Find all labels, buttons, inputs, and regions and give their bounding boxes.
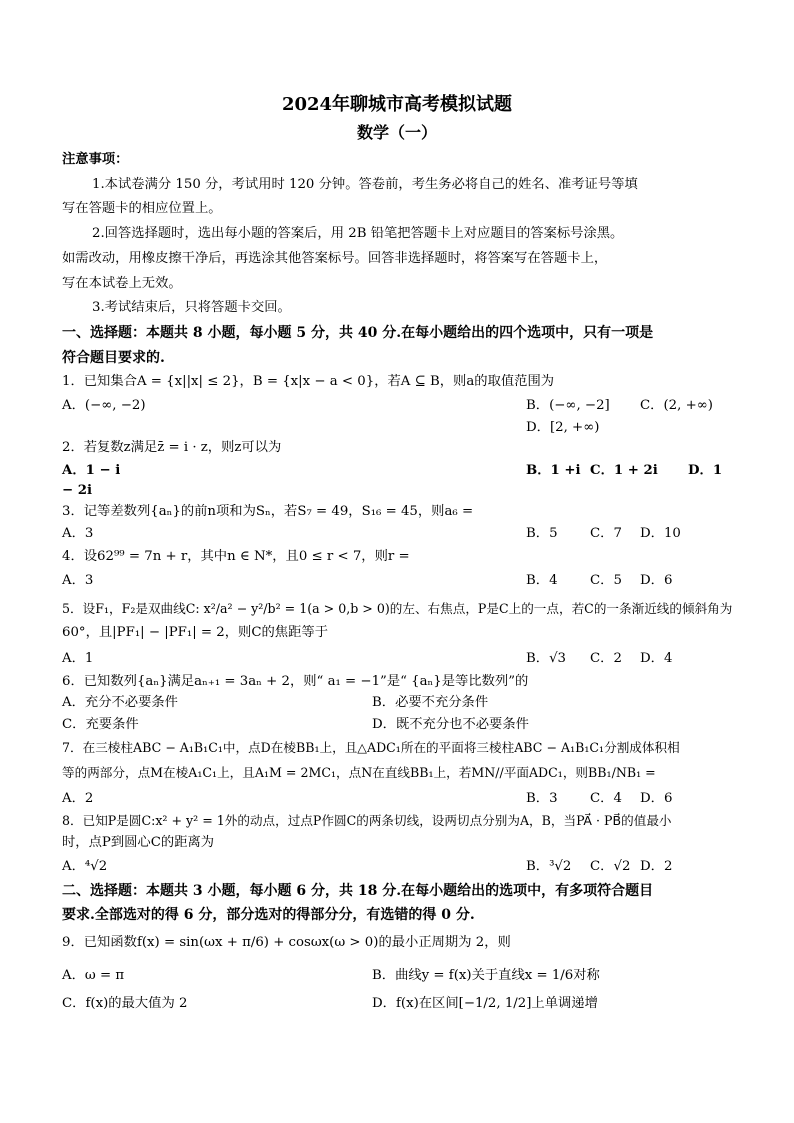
note-2-line-2: 如需改动，用橡皮擦干净后，再选涂其他答案标号。回答非选择题时，将答案写在答题卡上， [62,251,608,266]
question-2-option-d: D．1 [688,463,723,478]
notes-heading: 注意事项： [62,152,129,167]
question-5-option-b: B．√3 [526,651,567,666]
section-2-heading-cont: 要求.全部选对的得 6 分，部分选对的得部分分，有选错的得 0 分. [62,907,475,923]
section-1-heading-cont: 符合题目要求的. [62,350,165,366]
question-1-option-a: A．(−∞, −2) [62,398,146,413]
question-1-option-d: D．[2, +∞) [526,420,600,435]
section-2-heading: 二、选择题：本题共 3 小题，每小题 6 分，共 18 分.在每小题给出的选项中，有多项符合题目 [62,883,654,899]
question-6-option-c: C．充要条件 [62,717,139,732]
question-9-option-d: D．f(x)在区间[−1/2, 1/2]上单调递增 [372,996,598,1011]
question-7-option-d: D．6 [640,791,673,806]
question-1-option-c: C．(2, +∞) [640,398,713,413]
question-9-option-b: B．曲线y = f(x)关于直线x = 1/6对称 [372,968,600,983]
question-1-option-b: B．(−∞, −2] [526,398,610,413]
question-3-option-a: A．3 [62,526,94,541]
question-2-option-a: A．1 − i [62,463,121,478]
question-3-option-c: C．7 [590,526,622,541]
question-4-option-a: A．3 [62,573,94,588]
note-1-line-1: 1.本试卷满分 150 分，考试用时 120 分钟。答卷前，考生务必将自己的姓名、准考证号等填 [92,177,638,192]
question-3-option-b: B．5 [526,526,558,541]
question-3-option-d: D．10 [640,526,681,541]
question-9-stem: 9．已知函数f(x) = sin(ωx + π/6) + cosωx(ω > 0)的最小正周期为 2，则 [62,935,511,950]
question-7-stem: 7．在三棱柱ABC − A₁B₁C₁中，点D在棱BB₁上，且△ADC₁所在的平面将三棱柱ABC − A₁B₁C₁分割成体积相 [62,740,680,755]
note-3: 3.考试结束后，只将答题卡交回。 [92,300,291,315]
question-8-option-c: C．√2 [590,859,631,874]
question-2-option-d-cont: − 2i [62,483,93,498]
question-7-option-b: B．3 [526,791,558,806]
question-6-option-d: D．既不充分也不必要条件 [372,717,529,732]
question-6-stem: 6．已知数列{aₙ}满足aₙ₊₁ = 3aₙ + 2，则“ a₁ = −1”是“ {aₙ}是等比数列”的 [62,674,529,689]
question-5-stem-cont: 60°，且|PF₁| − |PF₁| = 2，则C的焦距等于 [62,625,328,640]
section-1-heading: 一、选择题：本题共 8 小题，每小题 5 分，共 40 分.在每小题给出的四个选项中，只有一项是 [62,325,654,341]
question-7-option-c: C．4 [590,791,622,806]
question-2-option-c: C．1 + 2i [590,463,658,478]
question-8-option-a: A．⁴√2 [62,859,108,874]
question-8-stem-cont: 时，点P到圆心C的距离为 [62,835,215,850]
question-1-stem: 1．已知集合A = {x||x| ≤ 2}，B = {x|x − a < 0}，若A ⊆ B，则a的取值范围为 [62,374,555,389]
page-title: 2024年聊城市高考模拟试题 [281,94,513,115]
question-4-option-d: D．6 [640,573,673,588]
note-2-line-1: 2.回答选择题时，选出每小题的答案后，用 2B 铅笔把答题卡上对应题目的答案标号涂黑。 [92,226,624,241]
page-subtitle: 数学（一） [356,123,437,142]
question-8-option-d: D．2 [640,859,673,874]
question-5-stem: 5．设F₁，F₂是双曲线C: x²/a² − y²/b² = 1(a > 0,b > 0)的左、右焦点，P是C上的一点，若C的一条渐近线的倾斜角为 [62,601,733,616]
question-2-option-b: B．1 +i [526,463,581,478]
question-4-stem: 4．设62⁹⁹ = 7n + r，其中n ∈ N*，且0 ≤ r < 7，则r = [62,549,410,564]
question-5-option-d: D．4 [640,651,673,666]
note-2-line-3: 写在本试卷上无效。 [62,276,182,291]
question-2-stem: 2．若复数z满足z̄ = i · z，则z可以为 [62,440,282,455]
question-4-option-b: B．4 [526,573,558,588]
question-7-option-a: A．2 [62,791,94,806]
question-5-option-c: C．2 [590,651,622,666]
note-1-line-2: 写在答题卡的相应位置上。 [62,201,222,216]
question-3-stem: 3．记等差数列{aₙ}的前n项和为Sₙ，若S₇ = 49，S₁₆ = 45，则a₆ = [62,504,474,519]
question-6-option-a: A．充分不必要条件 [62,695,178,710]
question-8-option-b: B．³√2 [526,859,572,874]
question-8-stem: 8．已知P是圆C:x² + y² = 1外的动点，过点P作圆C的两条切线，设两切点分别为A，B，当PA⃗ · PB⃗的值最小 [62,813,672,828]
question-6-option-b: B．必要不充分条件 [372,695,489,710]
question-7-stem-cont: 等的两部分，点M在棱A₁C₁上，且A₁M = 2MC₁，点N在直线BB₁上，若MN//平面ADC₁，则BB₁/NB₁ = [62,765,656,780]
question-9-option-a: A．ω = π [62,968,125,983]
question-4-option-c: C．5 [590,573,622,588]
question-5-option-a: A．1 [62,651,94,666]
question-9-option-c: C．f(x)的最大值为 2 [62,996,188,1011]
